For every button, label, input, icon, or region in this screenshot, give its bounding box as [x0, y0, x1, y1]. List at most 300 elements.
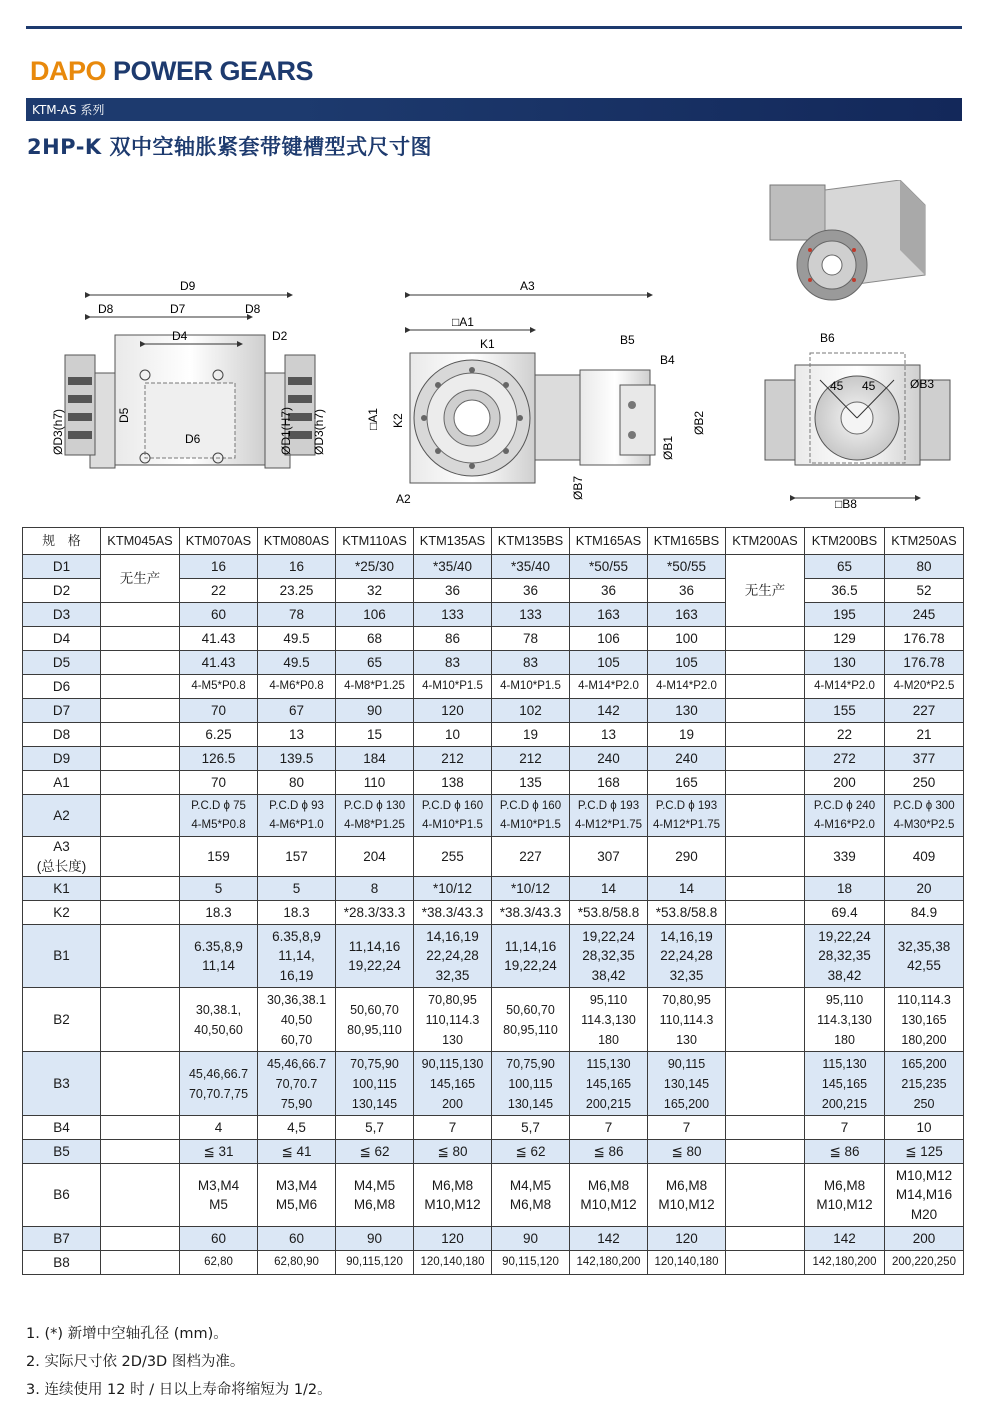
table-cell: 120	[414, 699, 492, 723]
empty-cell	[726, 1052, 805, 1116]
table-cell: 227	[492, 837, 570, 877]
table-cell: 339	[805, 837, 885, 877]
table-cell: M4,M5 M6,M8	[492, 1164, 570, 1227]
svg-text:A3: A3	[520, 279, 535, 293]
empty-cell	[726, 1140, 805, 1164]
empty-cell	[101, 1164, 180, 1227]
table-cell: *50/55	[648, 555, 726, 579]
empty-cell	[726, 837, 805, 877]
table-cell: 7	[805, 1116, 885, 1140]
row-label: K2	[23, 901, 101, 925]
table-cell: 307	[570, 837, 648, 877]
empty-cell	[101, 925, 180, 988]
table-cell: 36.5	[805, 579, 885, 603]
table-cell: 184	[336, 747, 414, 771]
table-cell: 22	[805, 723, 885, 747]
table-cell: *10/12	[414, 877, 492, 901]
table-cell: 5,7	[336, 1116, 414, 1140]
table-cell: 176.78	[885, 651, 964, 675]
table-cell: 5	[180, 877, 258, 901]
table-cell: 70,75,90 100,115 130,145	[336, 1052, 414, 1116]
row-label: B1	[23, 925, 101, 988]
table-cell: 41.43	[180, 651, 258, 675]
table-row	[23, 877, 964, 901]
table-row	[23, 901, 964, 925]
table-cell: M6,M8 M10,M12	[414, 1164, 492, 1227]
table-cell: 200,220,250	[885, 1251, 964, 1275]
table-cell: 142	[570, 1227, 648, 1251]
table-cell: 23.25	[258, 579, 336, 603]
table-cell: *38.3/43.3	[414, 901, 492, 925]
table-cell: 120,140,180	[648, 1251, 726, 1275]
table-cell: 41.43	[180, 627, 258, 651]
empty-cell	[101, 837, 180, 877]
table-cell: 32,35,38 42,55	[885, 925, 964, 988]
row-label: D3	[23, 603, 101, 627]
empty-cell	[726, 651, 805, 675]
row-label: B5	[23, 1140, 101, 1164]
table-cell: 60	[180, 1227, 258, 1251]
table-cell: 65	[805, 555, 885, 579]
empty-cell	[101, 771, 180, 795]
left-view-drawing	[51, 279, 326, 468]
table-row	[23, 723, 964, 747]
table-cell: 155	[805, 699, 885, 723]
table-cell: 19	[648, 723, 726, 747]
empty-cell	[726, 747, 805, 771]
empty-cell	[101, 1227, 180, 1251]
table-row	[23, 771, 964, 795]
empty-cell	[726, 988, 805, 1052]
empty-cell	[101, 603, 180, 627]
table-cell: 106	[336, 603, 414, 627]
brand-power-gears: POWER GEARS	[106, 56, 314, 86]
table-cell: 168	[570, 771, 648, 795]
table-cell: 255	[414, 837, 492, 877]
not-produced-cell: 无生产	[101, 555, 180, 603]
table-cell: 6.35,8,9 11,14	[180, 925, 258, 988]
table-cell: 83	[414, 651, 492, 675]
row-label: D6	[23, 675, 101, 699]
table-cell: 70	[180, 771, 258, 795]
not-produced-cell: 无生产	[726, 555, 805, 627]
table-cell: 4-M5*P0.8	[180, 675, 258, 699]
table-cell: 409	[885, 837, 964, 877]
table-cell: 90,115,120	[492, 1251, 570, 1275]
table-cell: 139.5	[258, 747, 336, 771]
header-model-cell: KTM070AS	[180, 528, 258, 555]
table-cell: 70	[180, 699, 258, 723]
table-cell: 245	[885, 603, 964, 627]
spec-table	[22, 527, 964, 1275]
empty-cell	[101, 747, 180, 771]
svg-text:45: 45	[862, 379, 876, 393]
page-title: 2HP-K 双中空轴胀紧套带键槽型式尺寸图	[27, 135, 433, 159]
table-cell: ≦ 86	[570, 1140, 648, 1164]
header-model-cell: KTM200BS	[805, 528, 885, 555]
table-cell: 78	[492, 627, 570, 651]
table-cell: 14	[648, 877, 726, 901]
table-cell: 90	[336, 1227, 414, 1251]
table-cell: 120,140,180	[414, 1251, 492, 1275]
svg-text:□A1: □A1	[452, 315, 474, 329]
table-cell: 163	[648, 603, 726, 627]
table-cell: 19,22,24 28,32,35 38,42	[805, 925, 885, 988]
row-label: K1	[23, 877, 101, 901]
table-row	[23, 837, 964, 877]
table-cell: 95,110 114.3,130 180	[570, 988, 648, 1052]
series-label: KTM-AS 系列	[32, 103, 105, 117]
table-cell: 14	[570, 877, 648, 901]
table-row	[23, 627, 964, 651]
empty-cell	[726, 675, 805, 699]
table-cell: 142	[805, 1227, 885, 1251]
table-row	[23, 988, 964, 1052]
header-model-cell: KTM135AS	[414, 528, 492, 555]
table-cell: ≦ 125	[885, 1140, 964, 1164]
table-cell: 36	[492, 579, 570, 603]
table-cell: 157	[258, 837, 336, 877]
svg-text:D8: D8	[98, 302, 114, 316]
table-cell: 36	[570, 579, 648, 603]
table-cell: 115,130 145,165 200,215	[805, 1052, 885, 1116]
empty-cell	[101, 723, 180, 747]
table-row	[23, 555, 964, 579]
svg-text:B5: B5	[620, 333, 635, 347]
table-cell: ≦ 62	[492, 1140, 570, 1164]
dim-d9-label: D9	[180, 279, 196, 293]
table-cell: 105	[648, 651, 726, 675]
right-view-drawing	[765, 331, 950, 511]
table-cell: 200	[805, 771, 885, 795]
table-cell: 4-M8*P1.25	[336, 675, 414, 699]
table-cell: 133	[492, 603, 570, 627]
table-cell: 133	[414, 603, 492, 627]
table-cell: 165,200 215,235 250	[885, 1052, 964, 1116]
empty-cell	[101, 1251, 180, 1275]
empty-cell	[101, 1052, 180, 1116]
empty-cell	[101, 627, 180, 651]
table-cell: ≦ 80	[414, 1140, 492, 1164]
row-label: D2	[23, 579, 101, 603]
table-cell: 126.5	[180, 747, 258, 771]
table-cell: 50,60,70 80,95,110	[336, 988, 414, 1052]
table-cell: 142,180,200	[570, 1251, 648, 1275]
table-cell: 4-M14*P2.0	[648, 675, 726, 699]
svg-text:D2: D2	[272, 329, 288, 343]
svg-text:B4: B4	[660, 353, 675, 367]
row-label: D5	[23, 651, 101, 675]
table-cell: 7	[414, 1116, 492, 1140]
table-cell: 7	[648, 1116, 726, 1140]
row-label: A2	[23, 795, 101, 837]
table-cell: 36	[648, 579, 726, 603]
table-row	[23, 603, 964, 627]
svg-text:ØB1: ØB1	[661, 435, 675, 460]
empty-cell	[101, 651, 180, 675]
empty-cell	[726, 925, 805, 988]
table-cell: 78	[258, 603, 336, 627]
table-cell: 6.25	[180, 723, 258, 747]
table-cell: 86	[414, 627, 492, 651]
footnote: 2. 实际尺寸依 2D/3D 图档为准。	[26, 1354, 245, 1370]
svg-text:ØD3(h7): ØD3(h7)	[51, 408, 65, 455]
table-row	[23, 675, 964, 699]
header-spec-cell: 规 格	[23, 528, 101, 555]
table-cell: 80	[258, 771, 336, 795]
table-cell: 106	[570, 627, 648, 651]
table-cell: 138	[414, 771, 492, 795]
header-model-cell: KTM110AS	[336, 528, 414, 555]
table-cell: 4-M10*P1.5	[414, 675, 492, 699]
table-cell: *53.8/58.8	[648, 901, 726, 925]
header-model-cell: KTM080AS	[258, 528, 336, 555]
table-row	[23, 925, 964, 988]
header-model-cell: KTM250AS	[885, 528, 964, 555]
table-cell: 176.78	[885, 627, 964, 651]
table-cell: 90,115 130,145 165,200	[648, 1052, 726, 1116]
table-cell: 36	[414, 579, 492, 603]
table-cell: 195	[805, 603, 885, 627]
table-cell: 14,16,19 22,24,28 32,35	[414, 925, 492, 988]
table-cell: P.C.D ϕ 240 4-M16*P2.0	[805, 795, 885, 837]
table-cell: 100	[648, 627, 726, 651]
table-cell: 10	[414, 723, 492, 747]
empty-cell	[101, 988, 180, 1052]
empty-cell	[726, 877, 805, 901]
table-cell: 142	[570, 699, 648, 723]
table-cell: 90	[492, 1227, 570, 1251]
table-cell: 18	[805, 877, 885, 901]
table-row	[23, 795, 964, 837]
table-cell: 32	[336, 579, 414, 603]
table-cell: 110,114.3 130,165 180,200	[885, 988, 964, 1052]
table-cell: M6,M8 M10,M12	[805, 1164, 885, 1227]
empty-cell	[726, 1251, 805, 1275]
table-cell: 62,80,90	[258, 1251, 336, 1275]
svg-text:D7: D7	[170, 302, 186, 316]
svg-text:B6: B6	[820, 331, 835, 345]
svg-text:ØB2: ØB2	[692, 410, 706, 435]
empty-cell	[726, 1227, 805, 1251]
table-cell: 163	[570, 603, 648, 627]
svg-text:□A1: □A1	[366, 408, 380, 430]
table-row	[23, 747, 964, 771]
table-cell: 90,115,120	[336, 1251, 414, 1275]
table-cell: *50/55	[570, 555, 648, 579]
row-label: D9	[23, 747, 101, 771]
row-label: D8	[23, 723, 101, 747]
header-model-cell: KTM200AS	[726, 528, 805, 555]
row-label: A3 (总长度)	[23, 837, 101, 877]
table-cell: P.C.D ϕ 193 4-M12*P1.75	[570, 795, 648, 837]
table-cell: 22	[180, 579, 258, 603]
table-cell: M10,M12 M14,M16 M20	[885, 1164, 964, 1227]
table-cell: 65	[336, 651, 414, 675]
table-cell: 49.5	[258, 651, 336, 675]
table-cell: 67	[258, 699, 336, 723]
table-cell: 129	[805, 627, 885, 651]
row-label: D7	[23, 699, 101, 723]
table-row	[23, 1251, 964, 1275]
table-cell: 14,16,19 22,24,28 32,35	[648, 925, 726, 988]
table-cell: 11,14,16 19,22,24	[492, 925, 570, 988]
table-cell: 120	[414, 1227, 492, 1251]
table-cell: 4-M10*P1.5	[492, 675, 570, 699]
table-cell: M3,M4 M5,M6	[258, 1164, 336, 1227]
svg-text:ØB7: ØB7	[571, 475, 585, 500]
svg-text:ØB3: ØB3	[910, 377, 935, 391]
table-cell: 6.35,8,9 11,14, 16,19	[258, 925, 336, 988]
table-cell: 200	[885, 1227, 964, 1251]
empty-cell	[101, 795, 180, 837]
table-cell: ≦ 41	[258, 1140, 336, 1164]
empty-cell	[726, 771, 805, 795]
table-cell: 130	[648, 699, 726, 723]
table-cell: 18.3	[180, 901, 258, 925]
table-cell: 135	[492, 771, 570, 795]
top-rule	[26, 26, 962, 29]
empty-cell	[101, 877, 180, 901]
table-cell: 49.5	[258, 627, 336, 651]
table-cell: 102	[492, 699, 570, 723]
row-label: B8	[23, 1251, 101, 1275]
table-cell: 70,75,90 100,115 130,145	[492, 1052, 570, 1116]
table-cell: 19,22,24 28,32,35 38,42	[570, 925, 648, 988]
svg-text:□B8: □B8	[835, 497, 857, 511]
table-cell: 69.4	[805, 901, 885, 925]
table-cell: 7	[570, 1116, 648, 1140]
row-label: B6	[23, 1164, 101, 1227]
table-row	[23, 1227, 964, 1251]
table-cell: 105	[570, 651, 648, 675]
table-cell: 90,115,130 145,165 200	[414, 1052, 492, 1116]
row-label: D4	[23, 627, 101, 651]
table-cell: 142,180,200	[805, 1251, 885, 1275]
table-cell: 70,80,95 110,114.3 130	[648, 988, 726, 1052]
empty-cell	[726, 901, 805, 925]
brand-title	[30, 56, 313, 87]
table-cell: 4-M14*P2.0	[570, 675, 648, 699]
table-cell: *10/12	[492, 877, 570, 901]
table-cell: *53.8/58.8	[570, 901, 648, 925]
table-cell: 5,7	[492, 1116, 570, 1140]
table-cell: 165	[648, 771, 726, 795]
svg-text:D5: D5	[117, 407, 131, 423]
table-cell: 272	[805, 747, 885, 771]
brand-dapo: DAPO	[30, 56, 107, 86]
svg-text:A2: A2	[396, 492, 411, 506]
table-cell: 227	[885, 699, 964, 723]
header-model-cell: KTM165AS	[570, 528, 648, 555]
table-cell: 11,14,16 19,22,24	[336, 925, 414, 988]
gearbox-product-image	[770, 180, 925, 300]
table-cell: P.C.D ϕ 160 4-M10*P1.5	[414, 795, 492, 837]
middle-view-drawing	[366, 279, 706, 506]
table-cell: 95,110 114.3,130 180	[805, 988, 885, 1052]
table-cell: 15	[336, 723, 414, 747]
table-cell: 4,5	[258, 1116, 336, 1140]
table-cell: *35/40	[492, 555, 570, 579]
svg-text:K1: K1	[480, 337, 495, 351]
table-row	[23, 1164, 964, 1227]
row-label: D1	[23, 555, 101, 579]
table-cell: P.C.D ϕ 130 4-M8*P1.25	[336, 795, 414, 837]
table-cell: *25/30	[336, 555, 414, 579]
svg-text:ØD1(H7): ØD1(H7)	[279, 406, 293, 455]
table-cell: M6,M8 M10,M12	[648, 1164, 726, 1227]
table-cell: 10	[885, 1116, 964, 1140]
table-cell: 19	[492, 723, 570, 747]
empty-cell	[101, 1116, 180, 1140]
header-model-cell: KTM165BS	[648, 528, 726, 555]
table-cell: P.C.D ϕ 75 4-M5*P0.8	[180, 795, 258, 837]
table-cell: M3,M4 M5	[180, 1164, 258, 1227]
table-cell: 240	[648, 747, 726, 771]
svg-text:D4: D4	[172, 329, 188, 343]
table-cell: 212	[492, 747, 570, 771]
table-cell: P.C.D ϕ 193 4-M12*P1.75	[648, 795, 726, 837]
table-cell: 130	[805, 651, 885, 675]
table-cell: 13	[570, 723, 648, 747]
table-cell: 70,80,95 110,114.3 130	[414, 988, 492, 1052]
table-cell: 30,38.1, 40,50,60	[180, 988, 258, 1052]
table-cell: M4,M5 M6,M8	[336, 1164, 414, 1227]
table-cell: P.C.D ϕ 160 4-M10*P1.5	[492, 795, 570, 837]
table-cell: 68	[336, 627, 414, 651]
footnote: 3. 连续使用 12 时 / 日以上寿命将缩短为 1/2。	[26, 1382, 332, 1398]
empty-cell	[726, 699, 805, 723]
table-cell: 62,80	[180, 1251, 258, 1275]
table-cell: *28.3/33.3	[336, 901, 414, 925]
row-label: B7	[23, 1227, 101, 1251]
table-cell: 30,36,38.1 40,50 60,70	[258, 988, 336, 1052]
svg-text:D6: D6	[185, 432, 201, 446]
table-cell: 4-M20*P2.5	[885, 675, 964, 699]
table-cell: 60	[258, 1227, 336, 1251]
table-cell: ≦ 62	[336, 1140, 414, 1164]
table-cell: 18.3	[258, 901, 336, 925]
svg-text:ØD3(h7): ØD3(h7)	[312, 408, 326, 455]
table-cell: 110	[336, 771, 414, 795]
row-label: A1	[23, 771, 101, 795]
table-row	[23, 1140, 964, 1164]
row-label: B2	[23, 988, 101, 1052]
table-cell: P.C.D ϕ 300 4-M30*P2.5	[885, 795, 964, 837]
table-cell: 250	[885, 771, 964, 795]
empty-cell	[101, 675, 180, 699]
table-cell: 212	[414, 747, 492, 771]
table-cell: M6,M8 M10,M12	[570, 1164, 648, 1227]
table-row	[23, 699, 964, 723]
table-cell: 52	[885, 579, 964, 603]
table-cell: 240	[570, 747, 648, 771]
table-cell: 16	[258, 555, 336, 579]
empty-cell	[726, 795, 805, 837]
table-cell: 84.9	[885, 901, 964, 925]
table-cell: 13	[258, 723, 336, 747]
table-cell: 16	[180, 555, 258, 579]
table-cell: 45,46,66.7 70,70.7 75,90	[258, 1052, 336, 1116]
footnote: 1. (*) 新增中空轴孔径 (mm)。	[26, 1326, 228, 1342]
empty-cell	[101, 901, 180, 925]
table-cell: 60	[180, 603, 258, 627]
empty-cell	[726, 723, 805, 747]
table-cell: *35/40	[414, 555, 492, 579]
table-header-row	[23, 528, 964, 555]
table-cell: 8	[336, 877, 414, 901]
svg-text:D8: D8	[245, 302, 261, 316]
